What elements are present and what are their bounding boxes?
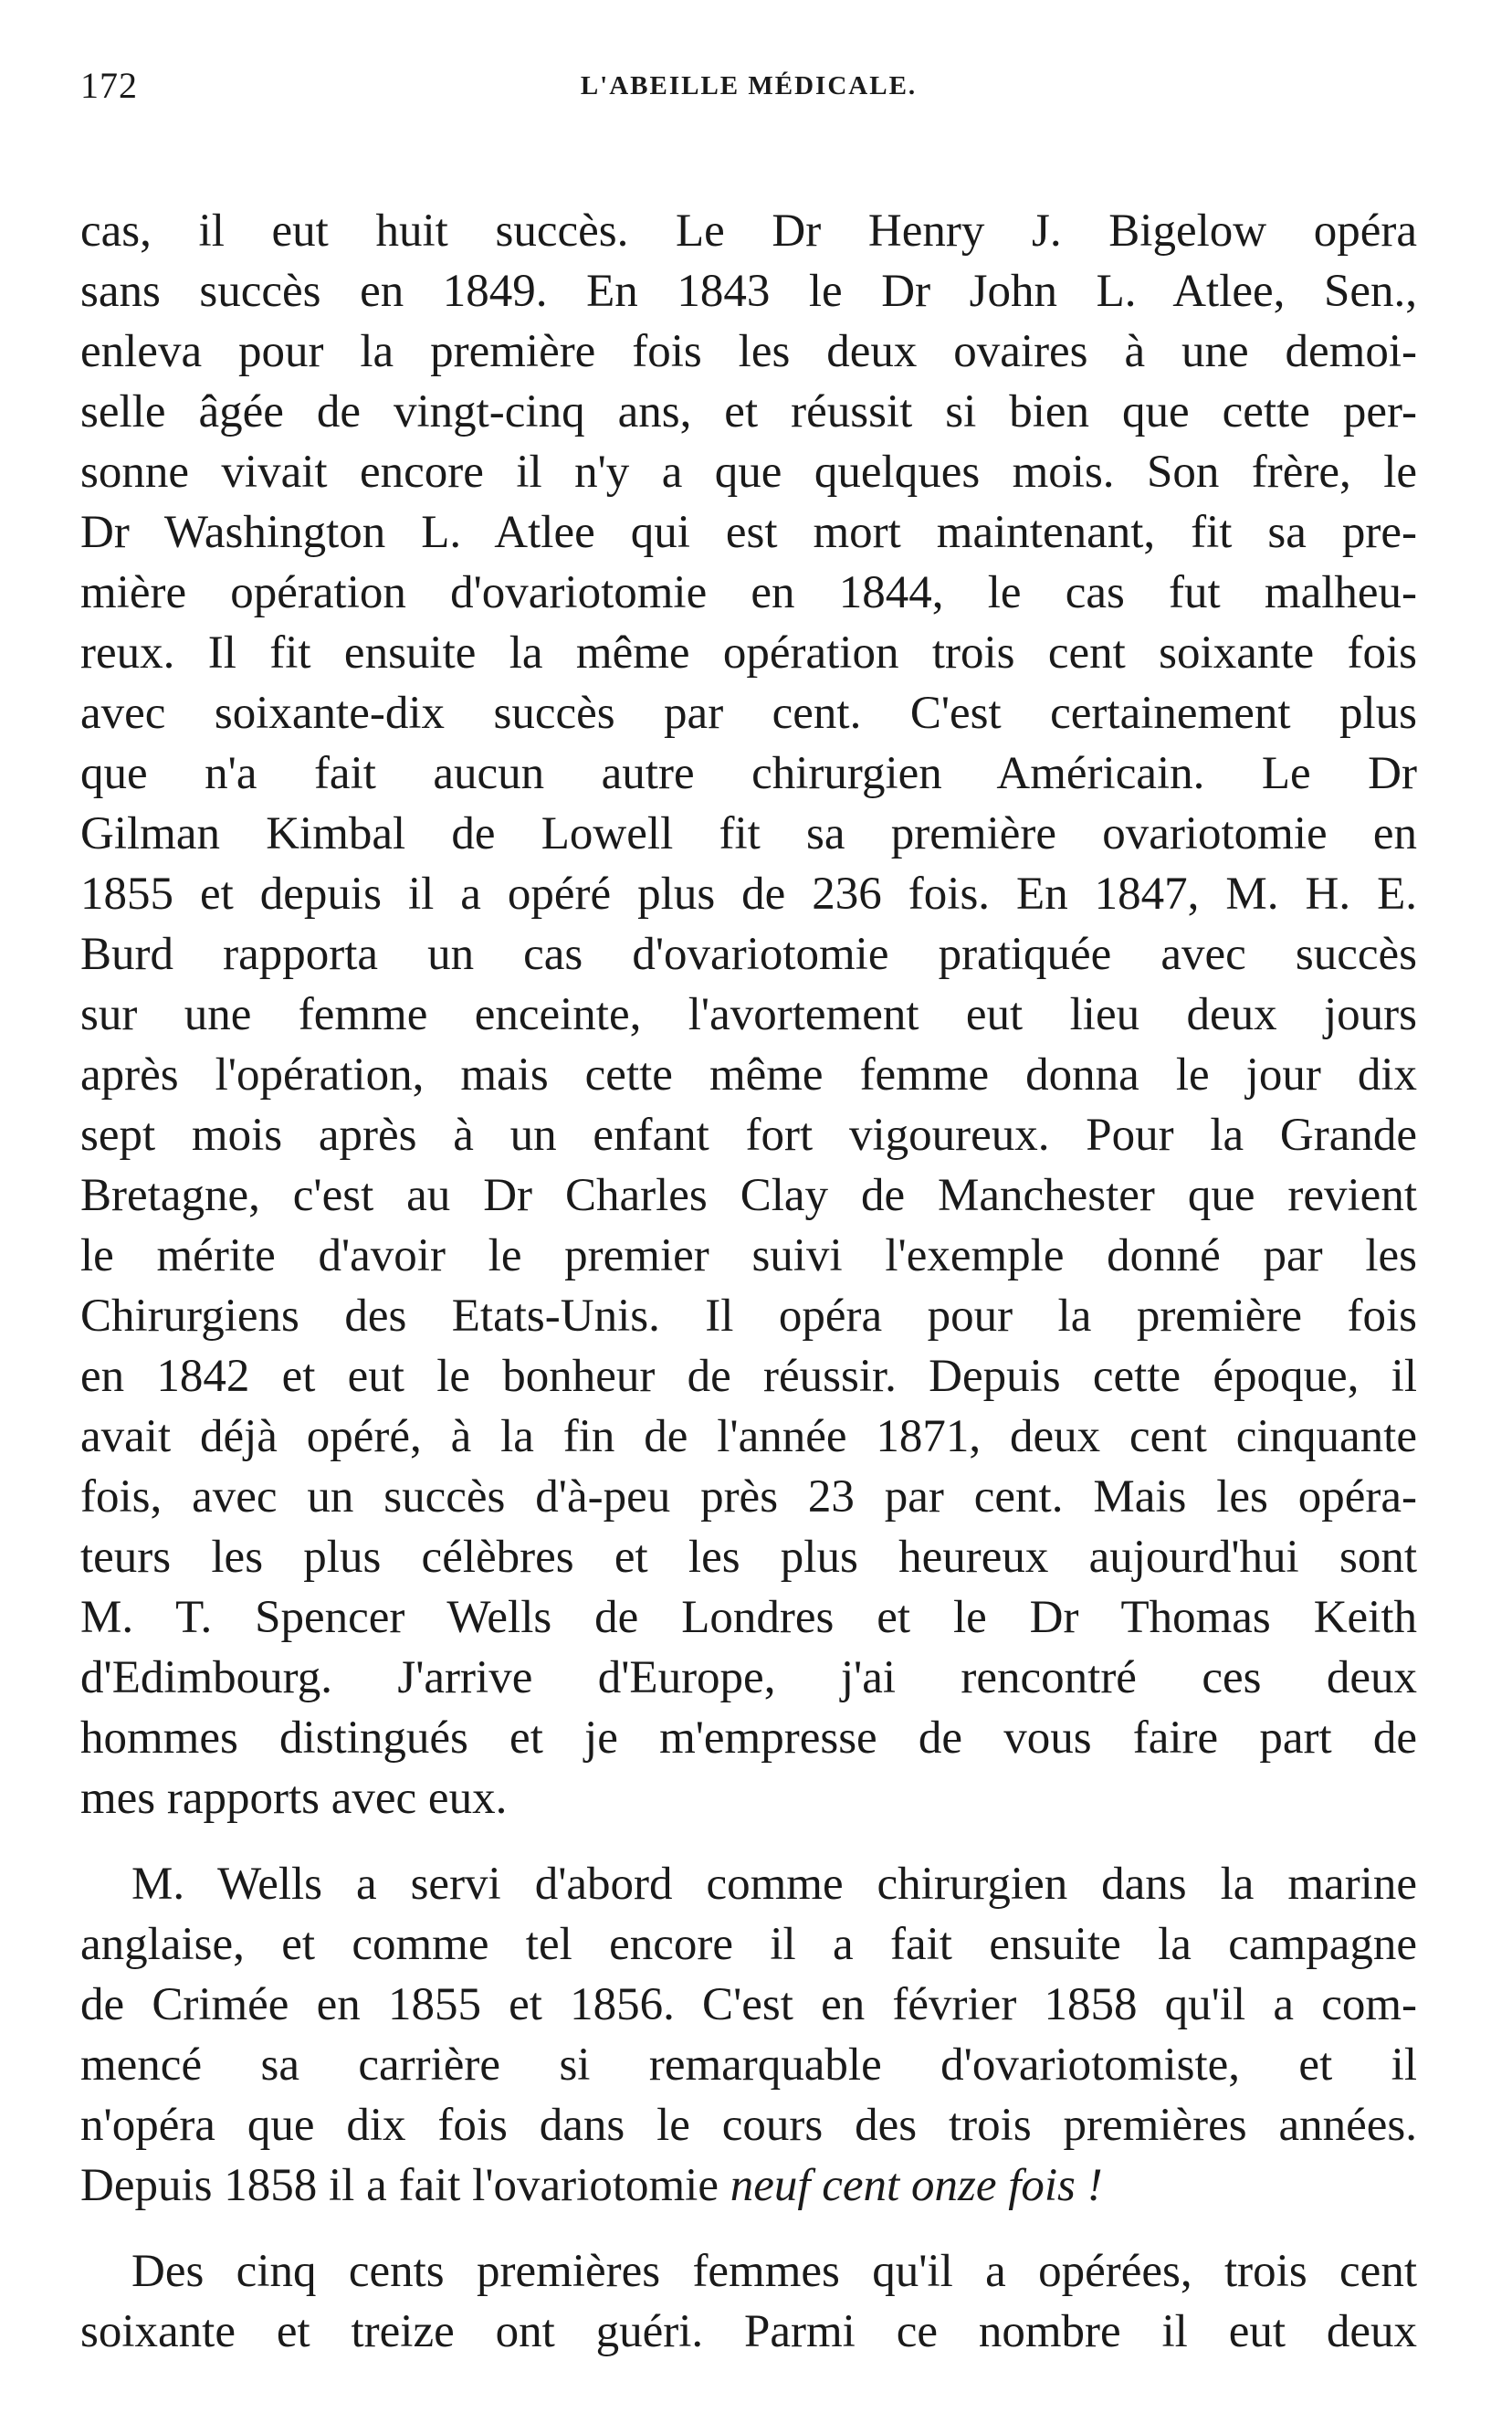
text-line: Bretagne, c'est au Dr Charles Clay de Manchester que revient xyxy=(80,1170,1417,1221)
running-title: L'ABEILLE MÉDICALE. xyxy=(580,71,918,100)
text-line: Des cinq cents premières femmes qu'il a opérées, trois cent xyxy=(131,2246,1417,2297)
text-line: 1855 et depuis il a opéré plus de 236 fois. En 1847, M. H. E. xyxy=(80,869,1417,920)
page-number: 172 xyxy=(80,65,138,106)
text-line: reux. Il fit ensuite la même opération trois cent soixante fois xyxy=(80,627,1417,679)
text-line: anglaise, et comme tel encore il a fait ensuite la campagne xyxy=(80,1919,1417,1970)
text-line: de Crimée en 1855 et 1856. C'est en février 1858 qu'il a com- xyxy=(80,1979,1417,2030)
text-line: cas, il eut huit succès. Le Dr Henry J. Bigelow opéra xyxy=(80,205,1417,257)
text-line: hommes distingués et je m'empresse de vous faire part de xyxy=(80,1712,1417,1764)
text-line: avait déjà opéré, à la fin de l'année 1871, deux cent cinquante xyxy=(80,1411,1417,1462)
emphasis-text: neuf cent onze fois ! xyxy=(730,2160,1103,2211)
text-line: sept mois après à un enfant fort vigoureux. Pour la Grande xyxy=(80,1110,1417,1161)
text-line: Chirurgiens des Etats-Unis. Il opéra pour la première fois xyxy=(80,1291,1417,1342)
text-line: fois, avec un succès d'à-peu près 23 par cent. Mais les opéra- xyxy=(80,1471,1417,1523)
paragraph-3 xyxy=(80,2241,1417,2362)
text-line: d'Edimbourg. J'arrive d'Europe, j'ai rencontré ces deux xyxy=(80,1652,1417,1703)
text-line: selle âgée de vingt-cinq ans, et réussit si bien que cette per- xyxy=(80,386,1417,437)
body-text xyxy=(80,201,1417,2362)
text-line: le mérite d'avoir le premier suivi l'exemple donné par les xyxy=(80,1230,1417,1281)
text-line: en 1842 et eut le bonheur de réussir. Depuis cette époque, il xyxy=(80,1351,1417,1402)
text-line: soixante et treize ont guéri. Parmi ce nombre il eut deux xyxy=(80,2306,1417,2357)
text-line: avec soixante-dix succès par cent. C'est certainement plus xyxy=(80,688,1417,739)
text-line: mes rapports avec eux. xyxy=(80,1773,508,1824)
text-line-plain: Depuis 1858 il a fait l'ovariotomie xyxy=(80,2160,730,2211)
paragraph-1 xyxy=(80,201,1417,1828)
paragraph-2 xyxy=(80,1854,1417,2216)
running-head xyxy=(80,55,1417,128)
text-line: enleva pour la première fois les deux ovaires à une demoi- xyxy=(80,326,1417,377)
text-line: teurs les plus célèbres et les plus heureux aujourd'hui sont xyxy=(80,1532,1417,1583)
text-line: sonne vivait encore il n'y a que quelques mois. Son frère, le xyxy=(80,447,1417,498)
text-line: mencé sa carrière si remarquable d'ovariotomiste, et il xyxy=(80,2039,1417,2091)
book-page xyxy=(80,55,1417,2362)
text-line: Gilman Kimbal de Lowell fit sa première ovariotomie en xyxy=(80,808,1417,859)
text-line: que n'a fait aucun autre chirurgien Américain. Le Dr xyxy=(80,748,1417,799)
text-line: Dr Washington L. Atlee qui est mort maintenant, fit sa pre- xyxy=(80,507,1417,558)
text-line: mière opération d'ovariotomie en 1844, le cas fut malheu- xyxy=(80,567,1417,618)
text-line: Burd rapporta un cas d'ovariotomie pratiquée avec succès xyxy=(80,929,1417,980)
text-line: n'opéra que dix fois dans le cours des trois premières années. xyxy=(80,2100,1417,2151)
text-line: M. Wells a servi d'abord comme chirurgien dans la marine xyxy=(131,1859,1417,1910)
text-line: sans succès en 1849. En 1843 le Dr John L. Atlee, Sen., xyxy=(80,266,1417,317)
text-line: après l'opération, mais cette même femme donna le jour dix xyxy=(80,1049,1417,1101)
text-line: M. T. Spencer Wells de Londres et le Dr Thomas Keith xyxy=(80,1592,1417,1643)
text-line: sur une femme enceinte, l'avortement eut lieu deux jours xyxy=(80,989,1417,1040)
text-line xyxy=(80,2155,1417,2216)
